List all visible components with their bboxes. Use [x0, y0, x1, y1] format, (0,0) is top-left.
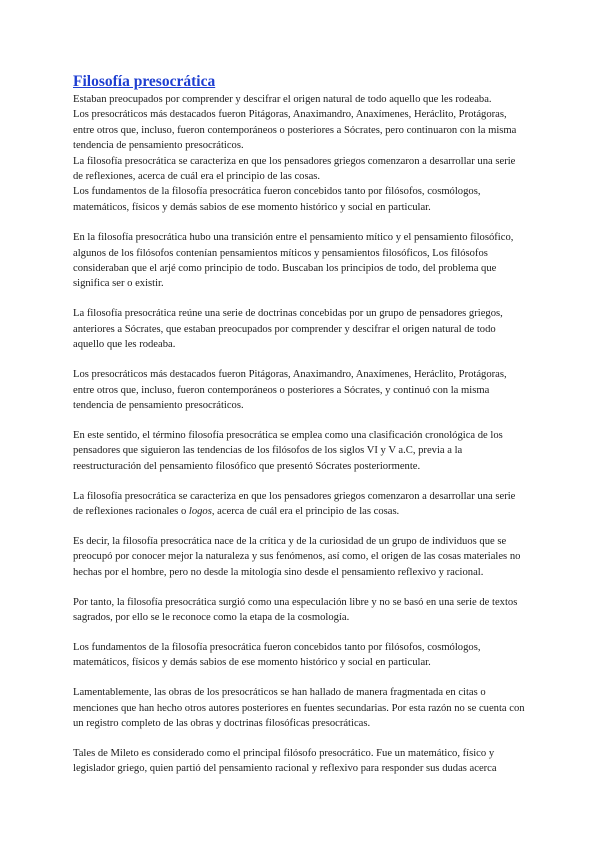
intro-line-4: Los fundamentos de la filosofía presocrática fueron concebidos tanto por filósofos, cosmólogos, matemáticos, físicos y demás sabios de ese momento histórico y social en particular. — [73, 186, 481, 213]
logos-emphasis: logos — [188, 505, 212, 517]
paragraph-doctrines: La filosofía presocrática reúne una serie de doctrinas concebidas por un grupo de pensadores griegos, anteriores a Sócrates, que estaban preocupados por comprender y descifrar el origen natural de todo aquello que les rodeaba. — [73, 308, 503, 351]
intro-line-3: La filosofía presocrática se caracteriza en que los pensadores griegos comenzaron a desarrollar una serie de reflexiones, acerca de cuál era el principio de las cosas. — [73, 155, 516, 183]
logos-text-after: , acerca de cuál era el principio de las cosas. — [211, 505, 400, 517]
paragraph-chronological-term: En este sentido, el término filosofía presocrática se emplea como una clasificación cronológica de los pensadores que siguieron las tendencias de los filósofos de los siglos VI y V a.C, previa a la reestructuración del pensamiento filosófico que presentó Sócrates posteriormente. — [73, 429, 503, 472]
paragraph-logos — [73, 489, 527, 520]
paragraph-spacer — [73, 215, 527, 230]
document-title[interactable]: Filosofía presocrática — [73, 73, 216, 90]
logos-text-before: La filosofía presocrática se caracteriza en que los pensadores griegos comenzaron a desarrollar una serie de reflexiones racionales o — [73, 490, 516, 517]
paragraph-fundamentals: Los fundamentos de la filosofía presocrática fueron concebidos tanto por filósofos, cosmólogos, matemáticos, físicos y demás sabios de ese momento histórico y social en particular. — [73, 641, 481, 669]
intro-line-1: Estaban preocupados por comprender y descifrar el origen natural de todo aquello que les rodeaba. — [73, 94, 492, 105]
document-page — [73, 72, 527, 791]
paragraph-critique: Es decir, la filosofía presocrática nace de la crítica y de la curiosidad de un grupo de individuos que se preocupó por conocer mejor la naturaleza y sus fenómenos, así como, el origen de las cosas materiales no hechas por el hombre, pero no desde la mitología sino desde el pensamiento reflexivo y racional. — [73, 535, 521, 578]
paragraph-fragmented-works: Lamentablemente, las obras de los presocráticos se han hallado de manera fragmentada en citas o menciones que han hecho otros autores posteriores en fuentes secundarias. Por esta razón no se cuenta con un registro completo de las obras y doctrinas filosóficas presocráticas. — [73, 687, 525, 729]
paragraph-transition: En la filosofía presocrática hubo una transición entre el pensamiento mítico y el pensamiento filosófico, algunos de los filósofos contenían pensamientos míticos y pensamientos filosóficos, Los filósofos consideraban que el arjé como principio de todo. Buscaban los principios de todo, del problema que significa ser o existir. — [73, 232, 514, 290]
intro-line-2: Los presocráticos más destacados fueron Pitágoras, Anaximandro, Anaxímenes, Heráclito, Protágoras, entre otros que, incluso, fueron contemporáneos o posteriores a Sócrates, pero continuaron con la misma tendencia de pensamiento presocráticos. — [73, 109, 517, 152]
intro-block — [73, 92, 527, 215]
paragraph-thales: Tales de Mileto es considerado como el principal filósofo presocrático. Fue un matemático, físico y legislador griego, quien partió del pensamiento racional y reflexivo para responder sus dudas acerca — [73, 747, 497, 775]
paragraph-notable-presocratics: Los presocráticos más destacados fueron Pitágoras, Anaximandro, Anaxímenes, Heráclito, Protágoras, entre otros que, incluso, fueron contemporáneos o posteriores a Sócrates, y continuó con la misma tendencia de pensamiento presocráticos. — [73, 369, 507, 411]
paragraph-cosmology: Por tanto, la filosofía presocrática surgió como una especulación libre y no se basó en una serie de textos sagrados, por ello se le reconoce como la etapa de la cosmología. — [73, 596, 518, 623]
